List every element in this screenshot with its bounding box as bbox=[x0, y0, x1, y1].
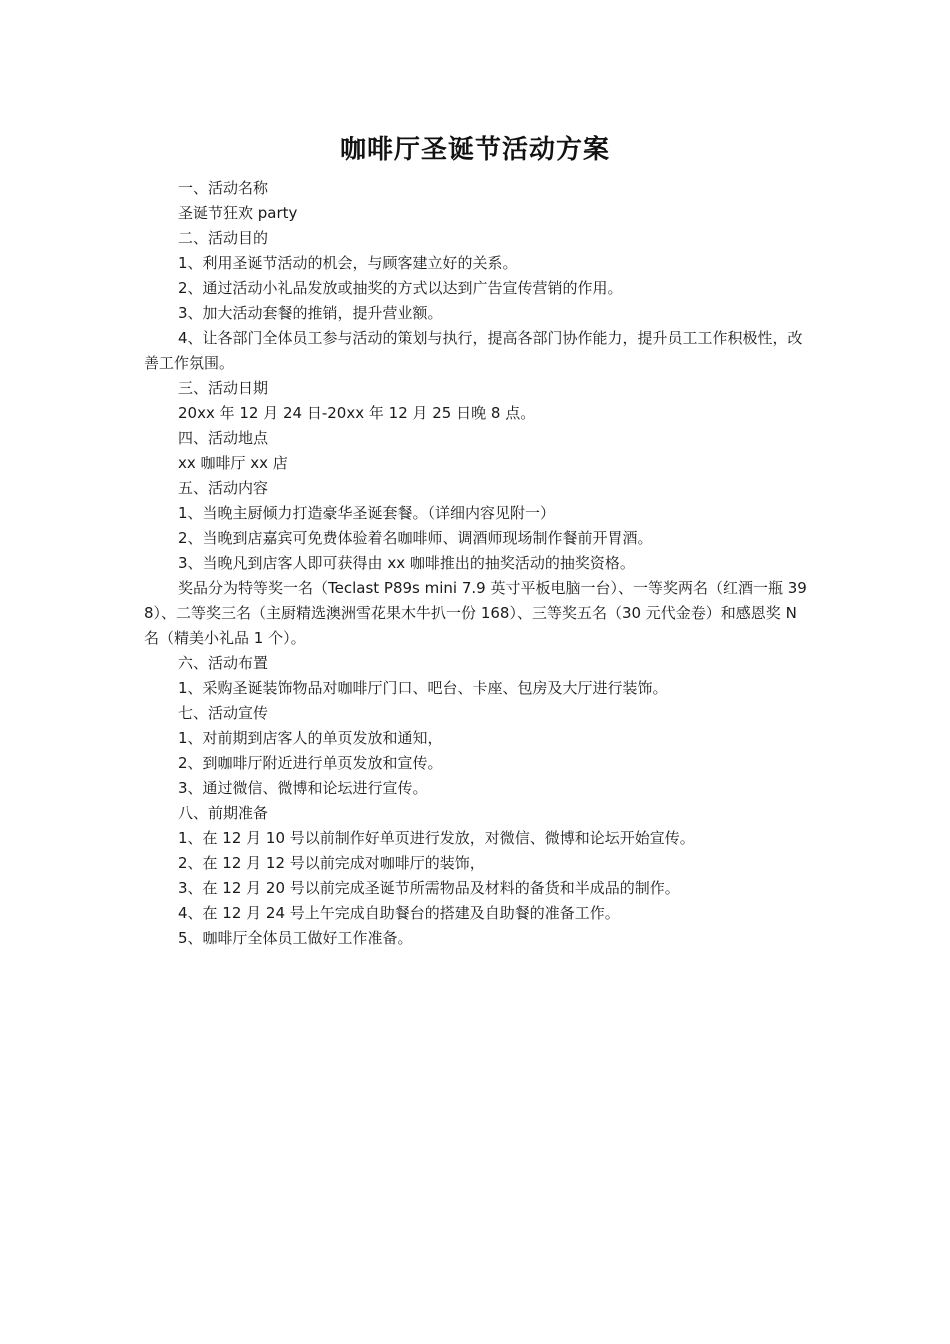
paragraph-location: xx 咖啡厅 xx 店 bbox=[178, 454, 288, 472]
section-heading-content: 五、活动内容 bbox=[178, 479, 269, 497]
paragraph-preparation-5: 5、咖啡厅全体员工做好工作准备。 bbox=[178, 929, 413, 947]
section-heading-location: 四、活动地点 bbox=[178, 429, 269, 447]
paragraph-content-1: 1、当晚主厨倾力打造豪华圣诞套餐。（详细内容见附一） bbox=[178, 504, 556, 522]
paragraph-promotion-1: 1、对前期到店客人的单页发放和通知， bbox=[178, 729, 443, 747]
section-heading-name: 一、活动名称 bbox=[178, 179, 269, 197]
paragraph-decoration-1: 1、采购圣诞装饰物品对咖啡厅门口、吧台、卡座、包房及大厅进行装饰。 bbox=[178, 679, 668, 697]
paragraph-purpose-1: 1、利用圣诞节活动的机会，与顾客建立好的关系。 bbox=[178, 254, 518, 272]
section-heading-preparation: 八、前期准备 bbox=[178, 804, 269, 822]
paragraph-purpose-4: 4、让各部门全体员工参与活动的策划与执行，提高各部门协作能力，提升员工工作积极性，改善工作氛围。 bbox=[144, 329, 803, 372]
paragraph-purpose-2: 2、通过活动小礼品发放或抽奖的方式以达到广告宣传营销的作用。 bbox=[178, 279, 623, 297]
paragraph-purpose-3: 3、加大活动套餐的推销，提升营业额。 bbox=[178, 304, 443, 322]
paragraph-preparation-4: 4、在 12 月 24 号上午完成自助餐台的搭建及自助餐的准备工作。 bbox=[178, 904, 620, 922]
paragraph-preparation-3: 3、在 12 月 20 号以前完成圣诞节所需物品及材料的备货和半成品的制作。 bbox=[178, 879, 680, 897]
section-heading-promotion: 七、活动宣传 bbox=[178, 704, 269, 722]
paragraph-content-2: 2、当晚到店嘉宾可免费体验着名咖啡师、调酒师现场制作餐前开胃酒。 bbox=[178, 529, 653, 547]
paragraph-preparation-2: 2、在 12 月 12 号以前完成对咖啡厅的装饰， bbox=[178, 854, 485, 872]
paragraph-date: 20xx 年 12 月 24 日-20xx 年 12 月 25 日晚 8 点。 bbox=[178, 404, 536, 422]
paragraph-content-3: 3、当晚凡到店客人即可获得由 xx 咖啡推出的抽奖活动的抽奖资格。 bbox=[178, 554, 635, 572]
document-body bbox=[144, 176, 810, 951]
section-heading-decoration: 六、活动布置 bbox=[178, 654, 269, 672]
paragraph-event-name: 圣诞节狂欢 party bbox=[178, 204, 298, 222]
paragraph-prizes: 奖品分为特等奖一名（Teclast P89s mini 7.9 英寸平板电脑一台）、一等奖两名（红酒一瓶 398）、二等奖三名（主厨精选澳洲雪花果木牛扒一份 168）、三等奖五名（30 元代金卷）和感恩奖 N 名（精美小礼品 1 个）。 bbox=[144, 579, 807, 647]
paragraph-promotion-3: 3、通过微信、微博和论坛进行宣传。 bbox=[178, 779, 428, 797]
section-heading-purpose: 二、活动目的 bbox=[178, 229, 269, 247]
document-title: 咖啡厅圣诞节活动方案 bbox=[339, 135, 610, 165]
paragraph-preparation-1: 1、在 12 月 10 号以前制作好单页进行发放，对微信、微博和论坛开始宣传。 bbox=[178, 829, 695, 847]
section-heading-date: 三、活动日期 bbox=[178, 379, 269, 397]
paragraph-promotion-2: 2、到咖啡厅附近进行单页发放和宣传。 bbox=[178, 754, 443, 772]
